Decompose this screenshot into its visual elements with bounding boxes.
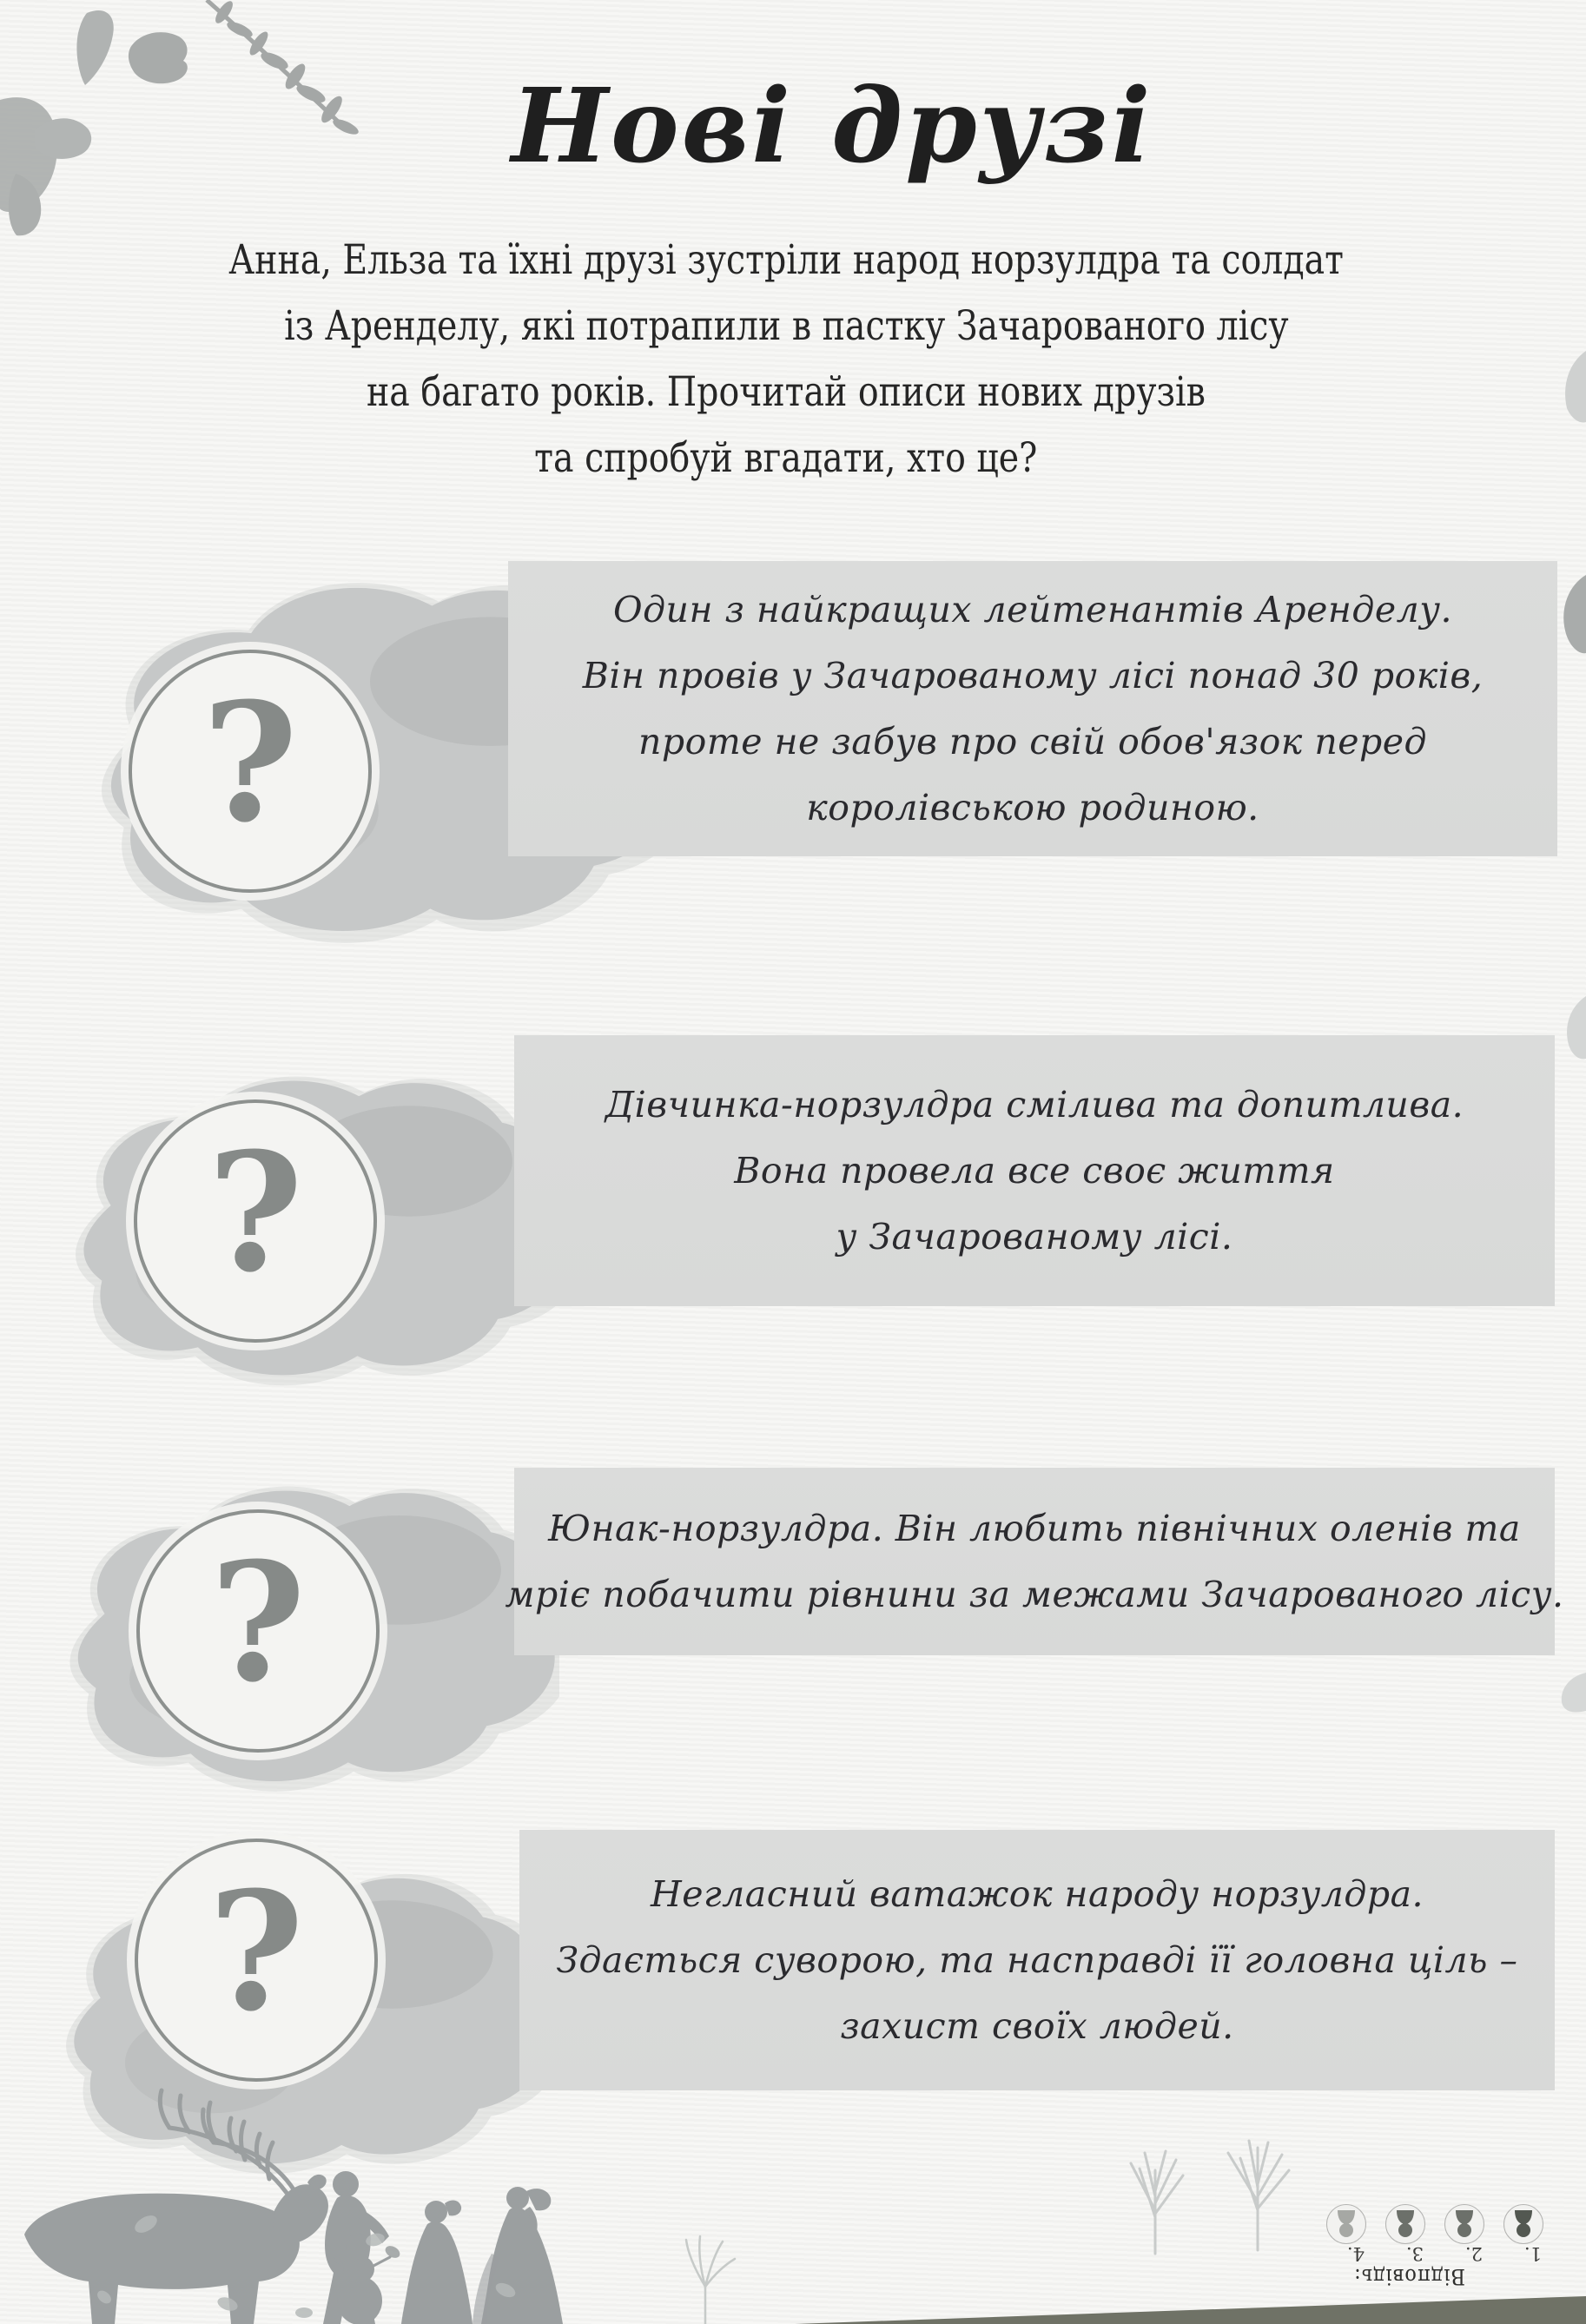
reindeer-silhouette — [24, 2090, 328, 2324]
description-line: проте не забув про свій обов'язок перед — [638, 721, 1427, 763]
answer-key-items — [1326, 2204, 1543, 2263]
bare-tree-icon — [1131, 2141, 1289, 2254]
description-card-3 — [505, 1468, 1564, 1655]
intro-paragraph — [0, 228, 1572, 492]
question-circle-1 — [129, 650, 372, 893]
description-line: захист своїх людей. — [840, 2005, 1234, 2047]
answer-key-item: 3. — [1385, 2204, 1425, 2263]
answer-key — [1307, 2204, 1543, 2288]
description-card-1 — [508, 561, 1557, 856]
intro-line: із Аренделу, які потрапили в пастку Зачарованого лісу — [283, 302, 1289, 350]
description-line: Юнак-норзулдра. Він любить північних оленів та — [548, 1508, 1521, 1549]
edge-leaf-icon — [1562, 994, 1586, 1060]
answer-portrait — [1385, 2204, 1425, 2244]
description-line: Дівчинка-норзулдра смілива та допитлива. — [605, 1084, 1464, 1126]
question-circle-4 — [135, 1839, 378, 2082]
intro-line: на багато років. Прочитай описи нових друзів — [367, 368, 1206, 416]
description-line: Вона провела все своє життя — [734, 1150, 1335, 1192]
edge-leaf-icon — [1558, 573, 1586, 657]
answer-key-item: 1. — [1503, 2204, 1543, 2263]
edge-leaf-icon — [1556, 1669, 1586, 1714]
question-mark-icon: ? — [202, 666, 299, 859]
scan-edge-shadow — [0, 2291, 1586, 2324]
answer-key-label: Відповідь: — [1353, 2264, 1465, 2289]
description-line: мріє побачити рівнини за межами Зачарованого лісу. — [505, 1574, 1564, 1615]
answer-key-item: 4. — [1326, 2204, 1366, 2263]
description-line: Негласний ватажок народу норзулдра. — [650, 1873, 1424, 1915]
question-mark-icon: ? — [208, 1855, 305, 2048]
question-circle-2 — [134, 1099, 377, 1343]
description-line: королівською родиною. — [806, 787, 1259, 829]
question-circle-3 — [136, 1509, 380, 1753]
intro-line: та спробуй вгадати, хто це? — [534, 434, 1038, 482]
answer-key-item: 2. — [1444, 2204, 1484, 2263]
description-card-2 — [514, 1035, 1555, 1306]
answer-portrait — [1444, 2204, 1484, 2244]
question-mark-icon: ? — [207, 1116, 304, 1309]
answer-portrait — [1503, 2204, 1543, 2244]
question-mark-icon: ? — [209, 1526, 307, 1719]
description-card-4 — [519, 1830, 1555, 2090]
description-line: Він провів у Зачарованому лісі понад 30 років, — [582, 655, 1484, 697]
description-line: Один з найкращих лейтенантів Аренделу. — [612, 589, 1453, 631]
description-line: у Зачарованому лісі. — [836, 1216, 1233, 1258]
intro-line: Анна, Ельза та їхні друзі зустріли народ норзулдра та солдат — [228, 236, 1344, 284]
page-title: Нові друзі — [511, 65, 1153, 186]
description-line: Здається суворою, та насправді її головна ціль – — [556, 1939, 1518, 1981]
answer-portrait — [1326, 2204, 1366, 2244]
